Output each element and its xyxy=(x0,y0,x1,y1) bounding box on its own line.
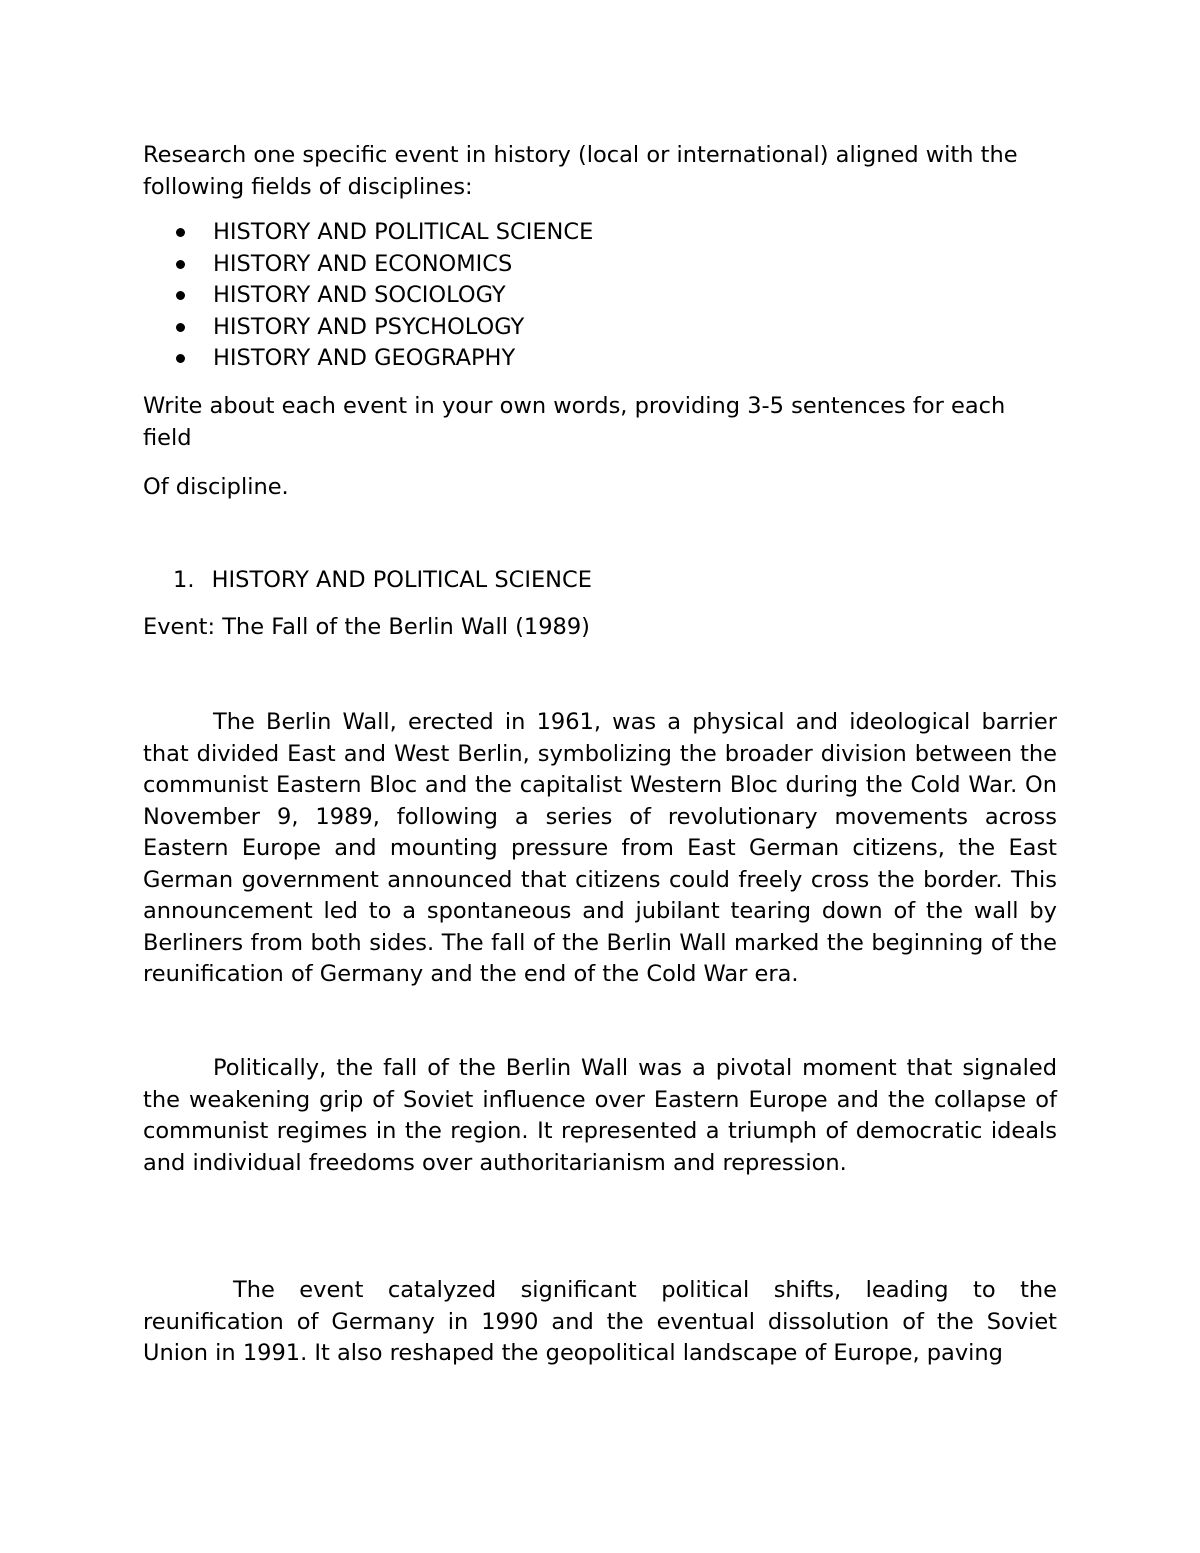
paragraph: The event catalyzed significant political shifts, leading to the reunification of Germany in 1990 and the eventual dissolution of the Soviet Union in 1991. It also reshaped the geopolitical landscape of Europe, paving xyxy=(143,1277,1057,1366)
section-number xyxy=(173,565,592,597)
list-item: HISTORY AND POLITICAL SCIENCE xyxy=(143,217,1057,249)
intro-prompt: Research one specific event in history (local or international) aligned with the following fields of disciplines: xyxy=(143,142,1018,200)
list-item: HISTORY AND SOCIOLOGY xyxy=(143,280,1057,312)
instruction-line-1: Write about each event in your own words, providing 3-5 sentences for each field xyxy=(143,393,1006,451)
section-number-label: 1. xyxy=(173,567,195,593)
section-heading: HISTORY AND POLITICAL SCIENCE xyxy=(211,567,592,593)
paragraph: Politically, the fall of the Berlin Wall was a pivotal moment that signaled the weakening grip of Soviet influence over Eastern Europe and the collapse of communist regimes in the region. It represented a triumph of democratic ideals and individual freedoms over authoritarianism and repression. xyxy=(143,1055,1057,1176)
instruction-line-2: Of discipline. xyxy=(143,474,289,500)
fields-list xyxy=(143,217,1057,375)
event-title: Event: The Fall of the Berlin Wall (1989) xyxy=(143,614,590,640)
list-item: HISTORY AND ECONOMICS xyxy=(143,249,1057,281)
list-item: HISTORY AND PSYCHOLOGY xyxy=(143,312,1057,344)
paragraph: The Berlin Wall, erected in 1961, was a physical and ideological barrier that divided East and West Berlin, symbolizing the broader division between the communist Eastern Bloc and the capitalist Western Bloc during the Cold War. On November 9, 1989, following a series of revolutionary movements across Eastern Europe and mounting pressure from East German citizens, the East German government announced that citizens could freely cross the border. This announcement led to a spontaneous and jubilant tearing down of the wall by Berliners from both sides. The fall of the Berlin Wall marked the beginning of the reunification of Germany and the end of the Cold War era. xyxy=(143,709,1057,987)
list-item: HISTORY AND GEOGRAPHY xyxy=(143,343,1057,375)
